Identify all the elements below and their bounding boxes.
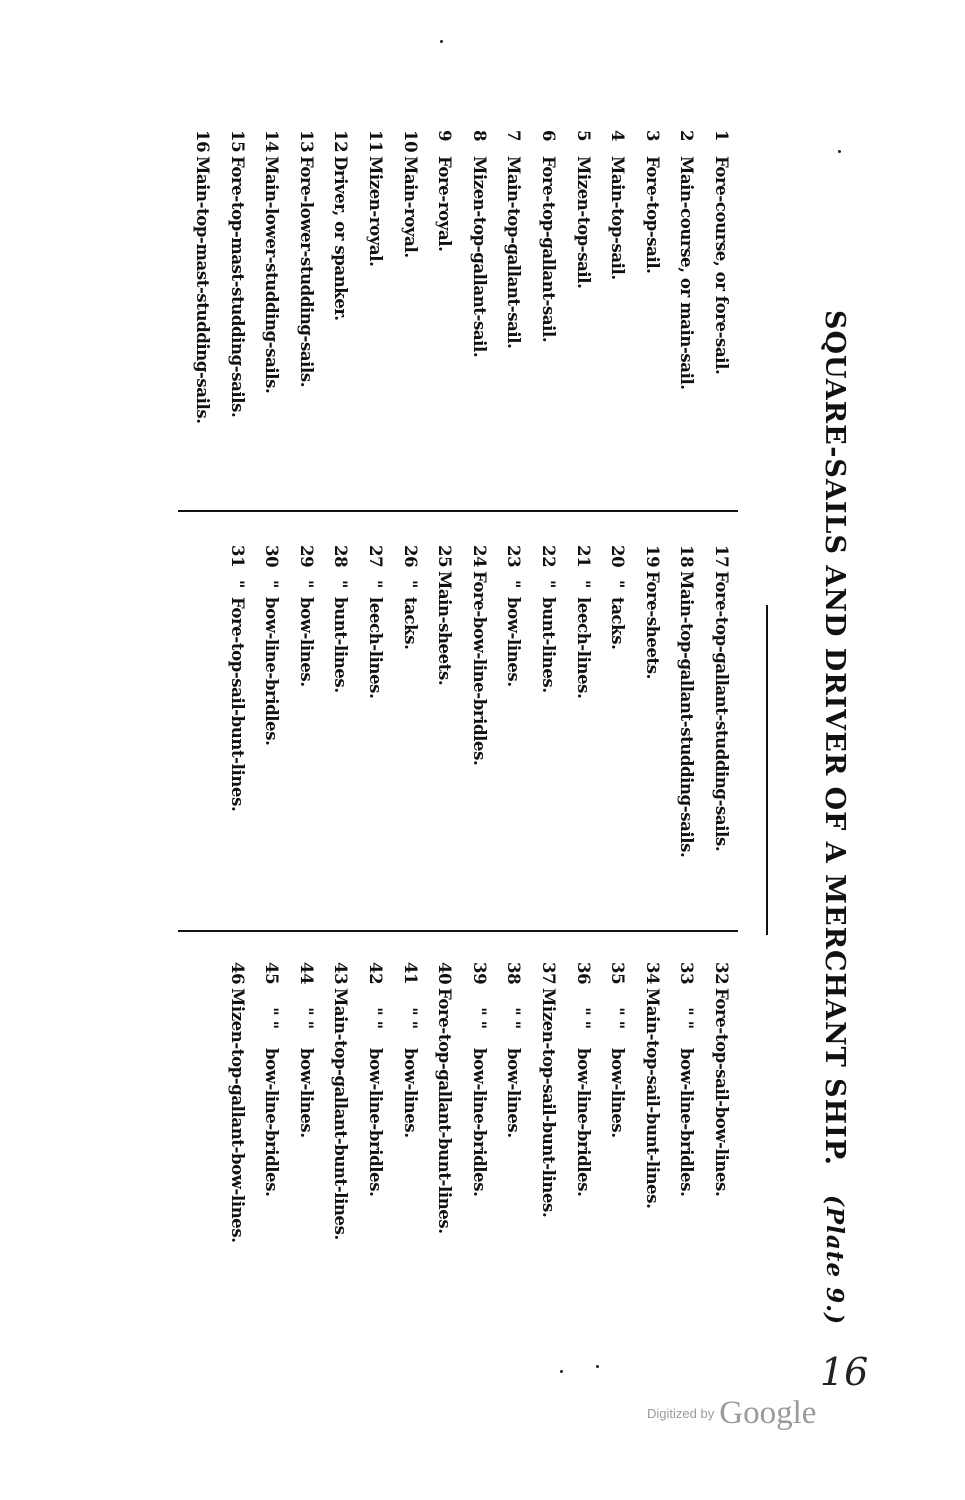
list-item	[427, 130, 462, 550]
item-label: Fore-lower-studding-sails.	[296, 156, 316, 388]
item-label: Main-course, or main-sail.	[677, 156, 697, 390]
item-label: bow-lines.	[296, 1048, 316, 1138]
item-number: 12	[331, 130, 351, 153]
item-label: bow-lines.	[296, 597, 316, 687]
item-number: 45	[262, 962, 282, 985]
item-number: 1	[712, 130, 731, 142]
list-item	[323, 545, 358, 965]
list-item	[703, 545, 738, 965]
item-number: 11	[366, 130, 386, 153]
column-sheets-and-lines	[219, 545, 738, 965]
item-label: bunt-lines.	[331, 597, 351, 693]
item-label: tacks.	[400, 597, 420, 650]
ditto-mark: "	[504, 579, 524, 589]
list-item	[461, 130, 496, 550]
item-number: 8	[469, 130, 489, 142]
ditto-mark: "	[400, 579, 420, 589]
list-item	[600, 962, 635, 1382]
item-label: Mizen-top-sail-bunt-lines.	[539, 988, 559, 1218]
item-number: 4	[608, 130, 628, 142]
item-number: 2	[677, 130, 697, 142]
list-item	[357, 130, 392, 550]
title-text: SQUARE-SAILS AND DRIVER OF A MERCHANT SHIP.	[819, 310, 850, 1166]
item-label: Fore-course, or fore-sail.	[712, 156, 731, 375]
item-number: 36	[573, 962, 593, 985]
item-number: 43	[331, 962, 351, 985]
item-label: leech-lines.	[366, 597, 386, 699]
item-number: 41	[400, 962, 420, 985]
item-label: bow-lines.	[400, 1048, 420, 1138]
item-number: 19	[642, 545, 662, 568]
ditto-mark: " "	[573, 1007, 593, 1029]
item-number: 29	[296, 545, 316, 568]
list-item	[634, 545, 669, 965]
list-item	[496, 130, 531, 550]
list-item	[461, 962, 496, 1382]
item-number: 27	[366, 545, 386, 568]
list-item	[254, 130, 289, 550]
item-label: Fore-bow-line-bridles.	[469, 571, 489, 766]
item-number: 22	[539, 545, 559, 568]
item-label: Main-sheets.	[435, 571, 455, 686]
list-item	[565, 545, 600, 965]
watermark-prefix: Digitized by	[647, 1406, 715, 1421]
item-number: 25	[435, 545, 455, 568]
item-label: Fore-royal.	[435, 156, 455, 252]
paper-speck	[560, 1370, 563, 1373]
item-label: Fore-top-gallant-studding-sails.	[712, 571, 731, 852]
item-label: Fore-sheets.	[642, 571, 662, 679]
item-label: bow-line-bridles.	[262, 1048, 282, 1197]
item-label: Mizen-royal.	[366, 156, 386, 267]
list-item	[530, 962, 565, 1382]
list-item	[288, 545, 323, 965]
item-label: bow-line-bridles.	[573, 1048, 593, 1197]
ditto-mark: " "	[296, 1007, 316, 1029]
list-item	[703, 130, 738, 550]
list-item	[254, 545, 289, 965]
paper-speck	[838, 150, 841, 153]
item-label: Main-top-sail-bunt-lines.	[642, 988, 662, 1209]
item-number: 6	[539, 130, 559, 142]
handwritten-page-number: 16	[820, 1350, 869, 1394]
item-number: 9	[435, 130, 455, 142]
item-label: Main-top-gallant-studding-sails.	[677, 571, 697, 858]
ditto-mark: "	[366, 579, 386, 589]
item-number: 34	[642, 962, 662, 985]
item-label: bow-lines.	[608, 1048, 628, 1138]
list-item	[496, 962, 531, 1382]
item-number: 23	[504, 545, 524, 568]
list-item	[427, 962, 462, 1382]
item-label: bow-lines.	[504, 1048, 524, 1138]
item-label: Main-top-mast-studding-sails.	[193, 156, 213, 424]
item-label: Mizen-top-sail.	[573, 156, 593, 289]
ditto-mark: "	[539, 579, 559, 589]
item-label: Main-top-sail.	[608, 156, 628, 280]
item-number: 17	[712, 545, 731, 568]
item-number: 30	[262, 545, 282, 568]
list-item	[357, 962, 392, 1382]
list-item	[219, 962, 254, 1382]
item-label: Fore-top-gallant-bunt-lines.	[435, 988, 455, 1234]
item-label: Fore-top-sail-bunt-lines.	[227, 597, 247, 812]
ditto-mark: "	[608, 579, 628, 589]
ditto-mark: " "	[366, 1007, 386, 1029]
item-label: Mizen-top-gallant-bow-lines.	[227, 988, 247, 1243]
list-item	[669, 545, 704, 965]
item-number: 10	[400, 130, 420, 153]
ditto-mark: "	[227, 579, 247, 589]
list-item	[634, 962, 669, 1382]
item-number: 20	[608, 545, 628, 568]
ditto-mark: " "	[608, 1007, 628, 1029]
item-label: Main-royal.	[400, 156, 420, 258]
item-label: bow-lines.	[504, 597, 524, 687]
item-number: 35	[608, 962, 628, 985]
list-item	[634, 130, 669, 550]
list-item	[530, 545, 565, 965]
item-number: 40	[435, 962, 455, 985]
ditto-mark: " "	[469, 1007, 489, 1029]
item-number: 26	[400, 545, 420, 568]
item-number: 37	[539, 962, 559, 985]
item-label: Fore-top-gallant-sail.	[539, 156, 559, 343]
item-number: 42	[366, 962, 386, 985]
item-number: 32	[712, 962, 731, 985]
item-label: bow-line-bridles.	[262, 597, 282, 746]
item-number: 13	[296, 130, 316, 153]
item-number: 33	[677, 962, 697, 985]
list-item	[288, 962, 323, 1382]
paper-speck	[440, 40, 443, 43]
item-number: 38	[504, 962, 524, 985]
item-number: 46	[227, 962, 247, 985]
item-number: 16	[193, 130, 213, 153]
ditto-mark: " "	[677, 1007, 697, 1029]
list-item	[219, 130, 254, 550]
list-item	[600, 130, 635, 550]
item-label: Main-top-gallant-sail.	[504, 156, 524, 349]
list-item	[600, 545, 635, 965]
ditto-mark: " "	[400, 1007, 420, 1029]
item-number: 24	[469, 545, 489, 568]
ditto-mark: " "	[262, 1007, 282, 1029]
digitized-watermark	[647, 1395, 816, 1432]
list-item	[392, 130, 427, 550]
list-item	[703, 962, 738, 1382]
item-number: 3	[642, 130, 662, 142]
item-number: 31	[227, 545, 247, 568]
list-item	[219, 545, 254, 965]
item-label: bow-line-bridles.	[366, 1048, 386, 1197]
list-item	[392, 962, 427, 1382]
list-item	[669, 130, 704, 550]
ditto-mark: "	[262, 579, 282, 589]
item-number: 39	[469, 962, 489, 985]
list-item	[392, 545, 427, 965]
list-item	[357, 545, 392, 965]
list-item	[496, 545, 531, 965]
list-item	[565, 130, 600, 550]
column-divider	[178, 930, 738, 932]
ditto-mark: "	[331, 579, 351, 589]
item-label: bow-line-bridles.	[469, 1048, 489, 1197]
list-item	[669, 962, 704, 1382]
item-label: Mizen-top-gallant-sail.	[469, 156, 489, 358]
item-label: tacks.	[608, 597, 628, 650]
list-item	[323, 130, 358, 550]
column-divider	[178, 510, 738, 512]
list-item	[288, 130, 323, 550]
list-item	[254, 962, 289, 1382]
plate-reference: (Plate 9.)	[821, 1195, 848, 1325]
list-item	[565, 962, 600, 1382]
item-label: Main-lower-studding-sails.	[262, 156, 282, 394]
item-number: 15	[227, 130, 247, 153]
watermark-brand: Google	[719, 1395, 817, 1431]
item-number: 18	[677, 545, 697, 568]
page-title	[810, 100, 850, 1470]
list-item	[427, 545, 462, 965]
item-label: Fore-top-mast-studding-sails.	[227, 156, 247, 418]
item-number: 14	[262, 130, 282, 153]
item-label: Fore-top-sail.	[642, 156, 662, 274]
rotated-page-content	[130, 100, 850, 1470]
item-label: Driver, or spanker.	[331, 156, 351, 321]
ditto-mark: "	[573, 579, 593, 589]
item-label: bow-line-bridles.	[677, 1048, 697, 1197]
list-item	[461, 545, 496, 965]
item-number: 44	[296, 962, 316, 985]
column-bunt-and-bow-lines	[219, 962, 738, 1382]
item-number: 21	[573, 545, 593, 568]
list-item	[323, 962, 358, 1382]
ditto-mark: " "	[504, 1007, 524, 1029]
ditto-mark: "	[296, 579, 316, 589]
paper-speck	[596, 1365, 599, 1368]
item-label: Main-top-gallant-bunt-lines.	[331, 988, 351, 1240]
item-label: Fore-top-sail-bow-lines.	[712, 988, 731, 1197]
item-label: leech-lines.	[573, 597, 593, 699]
item-number: 5	[573, 130, 593, 142]
column-sails	[185, 130, 739, 550]
item-number: 7	[504, 130, 524, 142]
list-item	[185, 130, 220, 550]
item-number: 28	[331, 545, 351, 568]
list-item	[530, 130, 565, 550]
item-label: bunt-lines.	[539, 597, 559, 693]
title-rule	[766, 605, 768, 935]
